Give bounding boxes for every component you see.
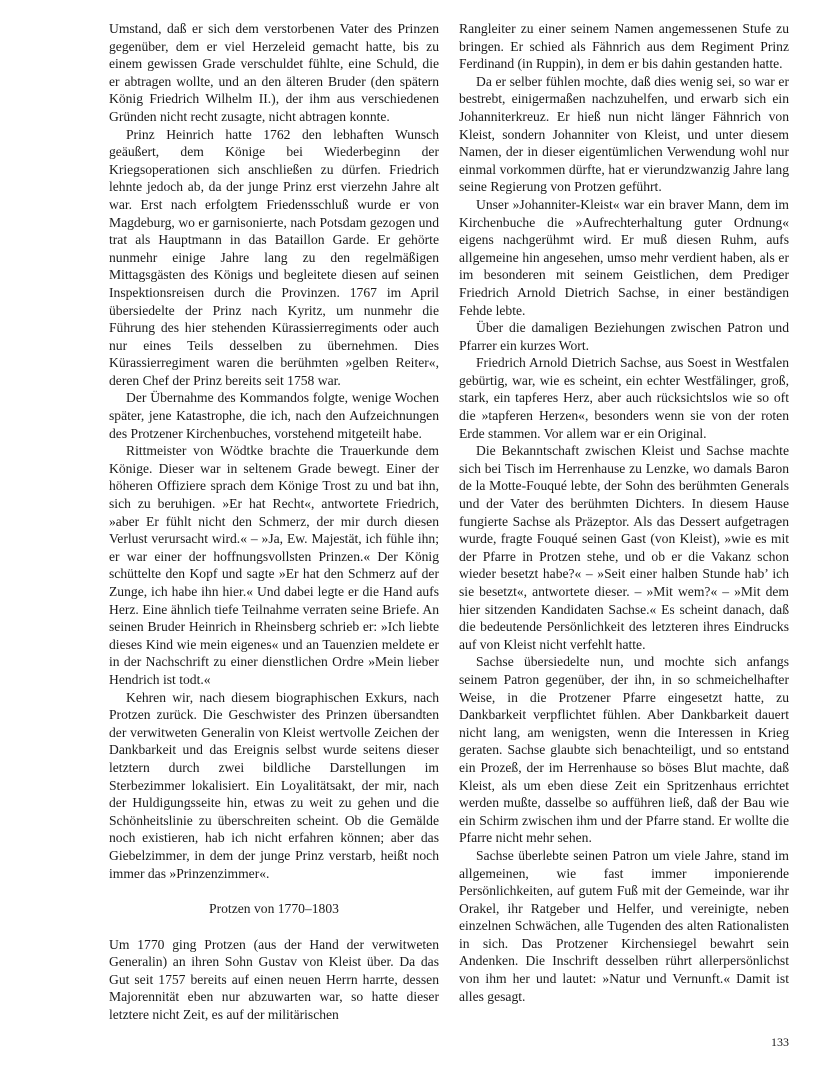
paragraph: Der Übernahme des Kommandos folgte, wenige Wochen später, jene Katastrophe, die ich, nach den Aufzeichnungen des Protzener Kirchenbuches, vorstehend mitgeteilt habe.: [109, 390, 439, 441]
paragraph: Die Bekanntschaft zwischen Kleist und Sachse machte sich bei Tisch im Herrenhause zu Lenzke, wo damals Baron de la Motte-Fouqué lebte, der Sohn des berühmten Generals und der Vater des berühmten Dichters. In diesem Hause fungierte Sachse als Präzeptor. Als das Dessert aufgetragen wurde, fragte Fouqué seinen Gast (von Kleist), »wie es mit der Pfarre in Protzen stehe, und ob er die Vakanz schon wieder besetzt habe?« – »Seit einer halben Stunde hab’ ich sie besetzt«, antwortete dieser. – »Mit wem?« – »Mit dem hier sitzenden Kandidaten Sachse.« Es scheint danach, daß die bedeutende Persönlichkeit des letzteren ihres Eindrucks auf von Kleist nicht verfehlt hatte.: [459, 443, 789, 652]
paragraph: Über die damaligen Beziehungen zwischen Patron und Pfarrer ein kurzes Wort.: [459, 320, 789, 353]
paragraph: Prinz Heinrich hatte 1762 den lebhaften Wunsch geäußert, dem Könige bei Wiederbeginn der Kriegsoperationen sich anschließen zu dürfen. Friedrich lehnte jedoch ab, da der junge Prinz erst vierzehn Jahre alt war. Erst nach erfolgtem Friedensschluß wurde er von Magdeburg, wo er garnisonierte, nach Potsdam gezogen und trat als Hauptmann in das Bataillon Garde. Er gehörte nunmehr einige Jahre lang zu den regelmäßigen Mittagsgästen des Königs und begleitete diesen auf seinen Inspektionsreisen durch die Provinzen. 1767 im April übersiedelte der Prinz nach Kyritz, um nunmehr die Führung des hier stehenden Kürassierregiments oder auch nur eines Teils desselben zu übernehmen. Dies Kürassierregiment waren die berühmten »gelben Reiter«, deren Chef der Prinz bereits seit 1758 war.: [109, 126, 439, 388]
paragraph: Friedrich Arnold Dietrich Sachse, aus Soest in Westfalen gebürtig, war, wie es scheint, ein echter Westfälinger, groß, stark, ein tapferes Herz, aber auch rücksichtslos wie so oft die »tapferen Herzen«, besonders wenn sie von der roten Erde stammen. Vor allem war er ein Original.: [459, 355, 789, 441]
paragraph: Unser »Johanniter-Kleist« war ein braver Mann, dem im Kirchenbuche die »Aufrechterhaltung guter Ordnung« eigens nachgerühmt wird. Er muß diesen Ruhm, aufs allgemeine hin angesehen, umso mehr verdient haben, als er im besonderen mit seinem Geistlichen, dem Prediger Friedrich Arnold Dietrich Sachse, in einer beständigen Fehde lebte.: [459, 196, 789, 318]
paragraph: Um 1770 ging Protzen (aus der Hand der verwitweten Generalin) an ihren Sohn Gustav von Kleist über. Da das Gut seit 1757 bereits auf einen neuen Herrn harrte, dessen Majorennität eben nur abzuwarten war, so hatte dieser letztere nicht Zeit, es auf der militärischen: [109, 936, 439, 1023]
paragraph: Rittmeister von Wödtke brachte die Trauerkunde dem Könige. Dieser war in seltenem Grade bewegt. Einer der höheren Offiziere sprach dem Könige Trost zu und bat ihn, sich zu beruhigen. »Er hat Recht«, antwortete Friedrich, »aber Er fühlt nicht den Schmerz, der mir durch diesen Verlust verursacht wird.« – »Ja, Ew. Majestät, ich fühle ihn; er war einer der hoffnungsvollsten Prinzen.« Der König schüttelte den Kopf und sagte »Er hat den Schmerz auf der Zunge, ich habe ihn hier.« Und dabei legte er die Hand aufs Herz. Eine ähnlich tiefe Teilnahme verraten seine Briefe. An seinen Bruder Heinrich in Rheinsberg schrieb er: »Ich liebte dieses Kind wie mein eigenes« und an Tauenzien meldete er in der Nachschrift zu einer dienstlichen Ordre »Mein lieber Hendrich ist todt.«: [109, 443, 439, 687]
right-column: [459, 20, 789, 1005]
page-number: 133: [771, 1035, 789, 1049]
paragraph: Sachse überlebte seinen Patron um viele Jahre, stand im allgemeinen, wie fast immer imponierende Persönlichkeiten, auf gutem Fuß mit der Gemeinde, war ihr Orakel, ihr Ratgeber und Helfer, und vereinigte, neben einzelnen Schwächen, alle Tugenden des alten Rationalisten in sich. Das Protzener Kirchensiegel bewahrt sein Andenken. Die Inschrift desselben rührt allerpersönlichst von ihm her und lautet: »Natur und Vernunft.« Damit ist alles gesagt.: [459, 847, 789, 1004]
paragraph: Kehren wir, nach diesem biographischen Exkurs, nach Protzen zurück. Die Geschwister des Prinzen übersandten der verwitweten Generalin von Kleist wertvolle Zeichen der Dankbarkeit und das Ereignis selbst wurde seitens dieser letztern durch zwei bildliche Darstellungen im Sterbezimmer lokalisiert. Ein Loyalitätsakt, der mir, nach der Huldigungsseite hin, etwas zu weit zu gehen und die Schönheitslinie zu überschreiten scheint. Ob die Gemälde noch existieren, hab ich nicht erfahren können; aber das Giebelzimmer, in dem der junge Prinz verstarb, heißt noch immer das »Prinzenzimmer«.: [109, 689, 439, 881]
paragraph: Sachse übersiedelte nun, und mochte sich anfangs seinem Patron gegenüber, der ihn, in so schmeichelhafter Weise, in die Protzener Pfarre eingesetzt hatte, zu Dankbarkeit verpflichtet fühlen. Aber Dankbarkeit dauert nicht lang, am wenigsten, wenn die Interessen in Krieg geraten. Sachse glaubte sich benachteiligt, und so entstand ein Prozeß, der im Herrenhause so böses Blut machte, daß Kleist, als um eben diese Zeit ein Spritzenhaus errichtet werden mußte, dasselbe so aufführen ließ, daß der Bau wie ein Schirm zwischen ihm und der Pfarre stand. Er wollte die Pfarre nicht mehr sehen.: [459, 654, 789, 846]
paragraph: Rangleiter zu einer seinem Namen angemessenen Stufe zu bringen. Er schied als Fähnrich aus dem Regiment Prinz Ferdinand (in Ruppin), in dem er bis dahin gestanden hatte.: [459, 21, 789, 72]
paragraph: Da er selber fühlen mochte, daß dies wenig sei, so war er bestrebt, einigermaßen nachzuhelfen, und erwarb sich ein Johanniterkreuz. Er hieß nun nicht länger Fähnrich von Kleist, sondern Johanniter von Kleist, und unter diesem Namen, der in dieser eigentümlichen Verwendung wohl nur einmal vorkommen dürfte, hat er vierundzwanzig Jahre lang seine Regierung von Protzen geführt.: [459, 73, 789, 195]
paragraph: Umstand, daß er sich dem verstorbenen Vater des Prinzen gegenüber, dem er viel Herzeleid gemacht hatte, bis zu einem gewissen Grade verschuldet fühlte, eine Schuld, die er abtragen wollte, und an den älteren Bruder (den spätern König Friedrich Wilhelm II.), der ihm aus verschiedenen Gründen nicht recht zusagte, nicht abtragen konnte.: [109, 21, 439, 124]
section-heading: Protzen von 1770–1803: [209, 901, 339, 917]
left-column: [109, 20, 439, 1024]
